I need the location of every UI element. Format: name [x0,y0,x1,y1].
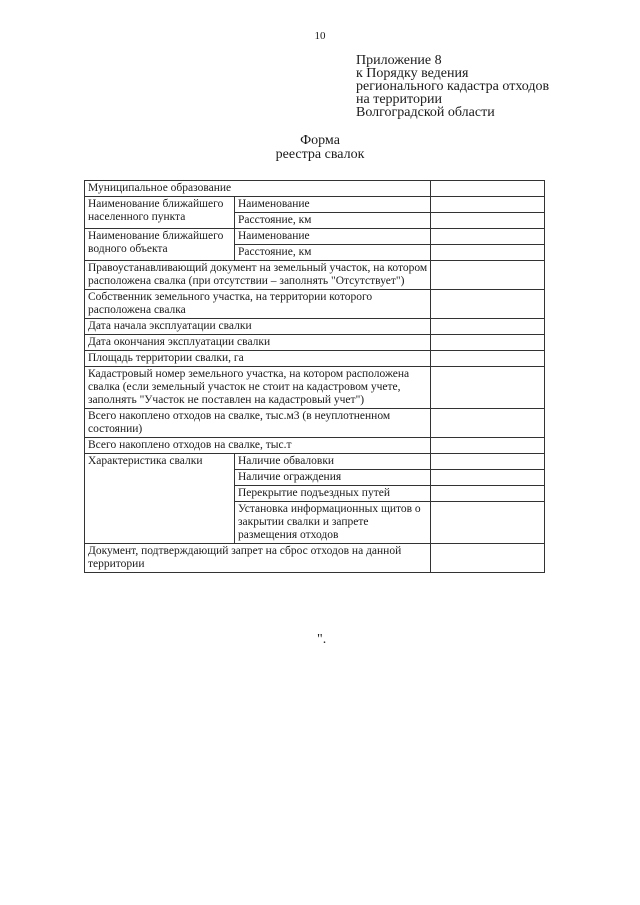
group-label: Наименование ближайшего водного объекта [85,229,235,261]
value-cell[interactable] [431,486,545,502]
row-label: Собственник земельного участка, на территории которого расположена свалка [85,290,431,319]
table-row [85,409,545,438]
table-row [85,367,545,409]
table-row [85,438,545,454]
sub-label: Наименование [235,197,431,213]
row-label: Кадастровый номер земельного участка, на котором расположена свалка (если земельный участок не стоит на кадастровом учете, заполнять "Участок не поставлен на кадастровый учет") [85,367,431,409]
sub-label: Расстояние, км [235,245,431,261]
value-cell[interactable] [431,181,545,197]
value-cell[interactable] [431,438,545,454]
group-label: Характеристика свалки [85,454,235,544]
row-label: Дата окончания эксплуатации свалки [85,335,431,351]
value-cell[interactable] [431,229,545,245]
appendix-line: Приложение 8 [356,53,442,68]
value-cell[interactable] [431,319,545,335]
appendix-line: Волгоградской области [356,105,495,120]
group-label: Наименование ближайшего населенного пункта [85,197,235,229]
table-row [85,261,545,290]
table-row [85,290,545,319]
value-cell[interactable] [431,197,545,213]
sub-label: Расстояние, км [235,213,431,229]
table-row [85,454,545,470]
table-row [85,319,545,335]
form-title-line2: реестра свалок [275,147,365,162]
sub-label: Наличие ограждения [235,470,431,486]
sub-label: Перекрытие подъездных путей [235,486,431,502]
table-row [85,544,545,573]
row-label: Муниципальное образование [85,181,431,197]
value-cell[interactable] [431,335,545,351]
value-cell[interactable] [431,351,545,367]
sub-label: Установка информационных щитов о закрытии свалки и запрете размещения отходов [235,502,431,544]
table-row [85,229,545,245]
row-label: Правоустанавливающий документ на земельный участок, на котором расположена свалка (при отсутствии – заполнять "Отсутствует") [85,261,431,290]
value-cell[interactable] [431,470,545,486]
value-cell[interactable] [431,367,545,409]
row-label: Всего накоплено отходов на свалке, тыс.м3 (в неуплотненном состоянии) [85,409,431,438]
page-number: 10 [314,30,326,42]
table-row [85,351,545,367]
table-row [85,197,545,213]
value-cell[interactable] [431,261,545,290]
table-row [85,181,545,197]
row-label: Дата начала эксплуатации свалки [85,319,431,335]
appendix-line: к Порядку ведения [356,66,469,81]
registry-table-body [85,181,545,573]
appendix-line: регионального кадастра отходов [356,79,550,94]
closing-mark: ". [317,632,327,647]
sub-label: Наличие обваловки [235,454,431,470]
value-cell[interactable] [431,454,545,470]
value-cell[interactable] [431,409,545,438]
sub-label: Наименование [235,229,431,245]
registry-table [84,180,545,573]
form-title-line1: Форма [300,133,340,148]
appendix-block [356,54,616,119]
appendix-line: на территории [356,92,442,107]
row-label: Площадь территории свалки, га [85,351,431,367]
form-title [0,134,640,162]
row-label: Всего накоплено отходов на свалке, тыс.т [85,438,431,454]
value-cell[interactable] [431,245,545,261]
value-cell[interactable] [431,213,545,229]
value-cell[interactable] [431,544,545,573]
table-row [85,335,545,351]
value-cell[interactable] [431,502,545,544]
row-label: Документ, подтверждающий запрет на сброс отходов на данной территории [85,544,431,573]
value-cell[interactable] [431,290,545,319]
